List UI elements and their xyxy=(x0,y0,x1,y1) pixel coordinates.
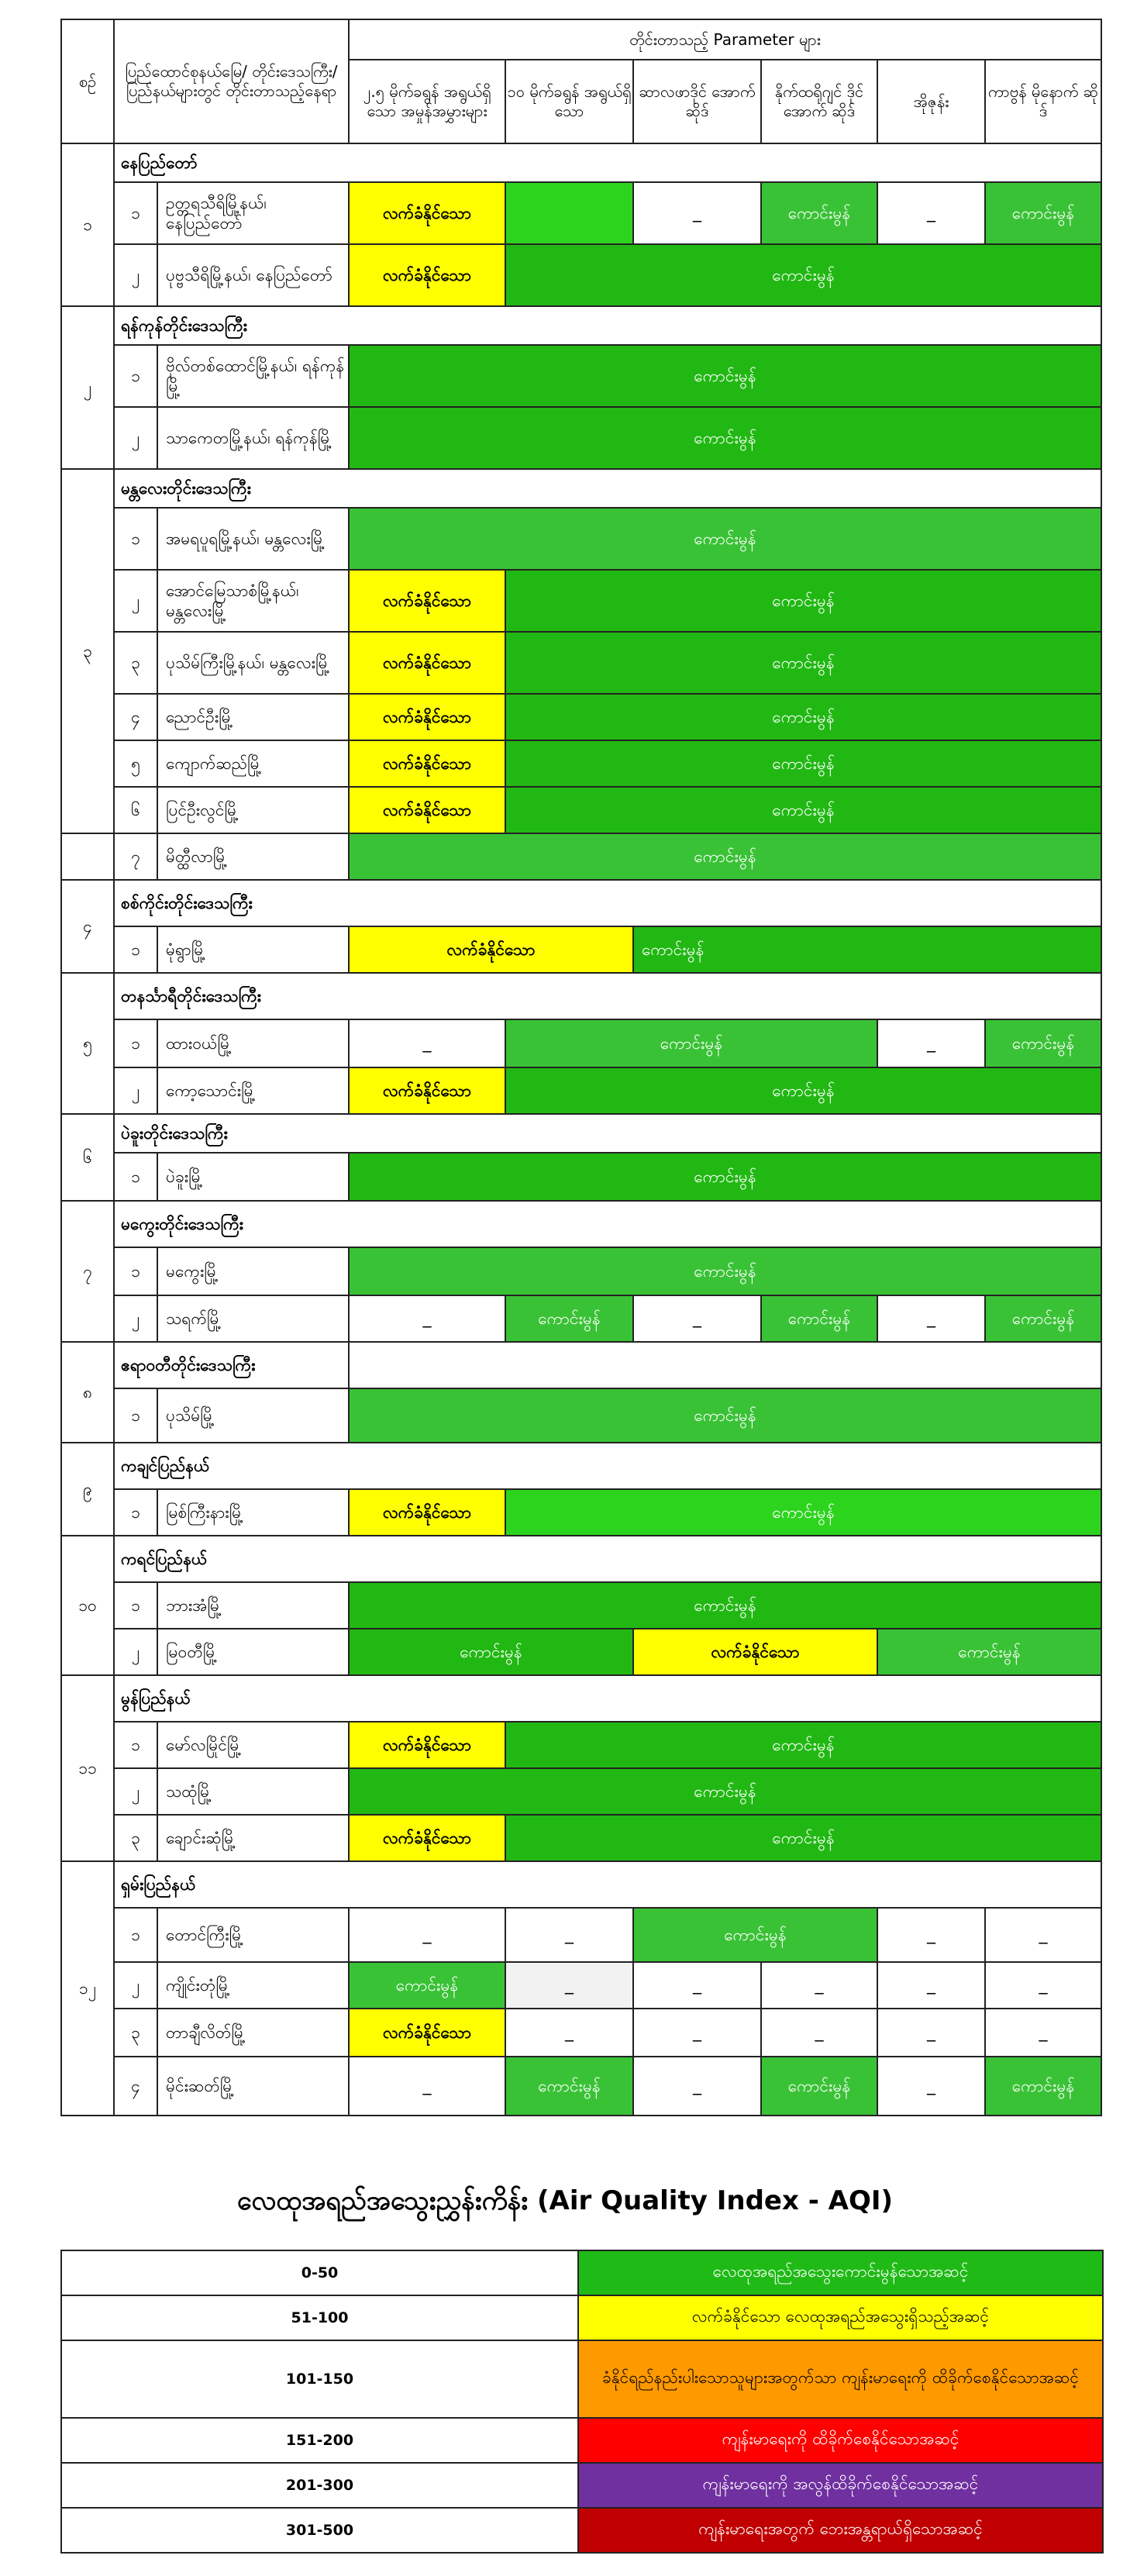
station-name: သရက်မြို့ xyxy=(157,1295,349,1342)
station-name: သာကေတမြို့နယ်၊ ရန်ကုန်မြို့ xyxy=(157,407,349,469)
value-good: ကောင်းမွန် xyxy=(633,926,1101,973)
aqi-range: 0-50 xyxy=(61,2250,578,2295)
station-name: အမရပူရမြို့နယ်၊ မန္တလေးမြို့ xyxy=(157,508,349,570)
station-name: ပုဗ္ဗသီရိမြို့နယ်၊ နေပြည်တော် xyxy=(157,244,349,306)
region-no: ၆ xyxy=(61,1114,114,1201)
value-good: ကောင်းမွန် xyxy=(761,2057,877,2116)
station-no: ၃ xyxy=(114,632,157,694)
value-nodata: _ xyxy=(877,1295,985,1342)
aqi-range: 101-150 xyxy=(61,2340,578,2418)
station-name: မိုင်းဆတ်မြို့ xyxy=(157,2057,349,2116)
aqi-label: ကျန်းမာရေးအတွက် ဘေးအန္တရာယ်ရှိသောအဆင့် xyxy=(578,2508,1103,2553)
value-moderate: လက်ခံနိုင်သော xyxy=(349,1489,505,1536)
value-moderate: လက်ခံနိုင်သော xyxy=(349,2009,505,2057)
value-nodata: _ xyxy=(985,1962,1101,2009)
station-no: ၂ xyxy=(114,244,157,306)
station-no: ၁ xyxy=(114,1722,157,1768)
value-moderate: လက်ခံနိုင်သော xyxy=(349,1815,505,1861)
station-no: ၅ xyxy=(114,740,157,787)
station-name: မြစ်ကြီးနားမြို့ xyxy=(157,1489,349,1536)
station-no: ၁ xyxy=(114,1019,157,1067)
station-name: ဗိုလ်တစ်ထောင်မြို့နယ်၊ ရန်ကုန်မြို့ xyxy=(157,345,349,407)
value-good: ကောင်းမွန် xyxy=(505,787,1101,833)
value-good: ကောင်းမွန် xyxy=(505,1019,877,1067)
region-name: မကွေးတိုင်းဒေသကြီး xyxy=(114,1201,1101,1247)
aqi-range: 151-200 xyxy=(61,2418,578,2463)
station-name: ညောင်ဦးမြို့ xyxy=(157,694,349,740)
value-good: ကောင်းမွန် xyxy=(761,182,877,244)
value-good: ကောင်းမွန် xyxy=(349,1629,633,1675)
station-no: ၂ xyxy=(114,1768,157,1815)
region-name: မွန်ပြည်နယ် xyxy=(114,1675,1101,1722)
station-name: ပုသိမ်မြို့ xyxy=(157,1388,349,1443)
value-good: ကောင်းမွန် xyxy=(985,2057,1101,2116)
region-name: တနင်္သာရီတိုင်းဒေသကြီး xyxy=(114,973,1101,1019)
station-name: မိတ္ထီလာမြို့ xyxy=(157,833,349,880)
header-param-group: တိုင်းတာသည့် Parameter များ xyxy=(349,19,1101,60)
region-name: နေပြည်တော် xyxy=(114,143,1101,182)
station-name: တာချီလိတ်မြို့ xyxy=(157,2009,349,2057)
header-no: စဉ် xyxy=(61,19,114,143)
region-name: ပဲခူးတိုင်းဒေသကြီး xyxy=(114,1114,1101,1153)
aqi-label: ခံနိုင်ရည်နည်းပါးသောသူများအတွက်သာ ကျန်းမာရေးကို ထိခိုက်စေနိုင်သောအဆင့် xyxy=(578,2340,1103,2418)
value-good: ကောင်းမွန် xyxy=(505,244,1101,306)
value-moderate: လက်ခံနိုင်သော xyxy=(349,570,505,632)
station-no: ၁ xyxy=(114,182,157,244)
station-no: ၁ xyxy=(114,1908,157,1962)
region-no: ၁၁ xyxy=(61,1675,114,1861)
region-name: စစ်ကိုင်းတိုင်းဒေသကြီး xyxy=(114,880,1101,926)
value-nodata: _ xyxy=(877,1019,985,1067)
value-nodata: _ xyxy=(761,2009,877,2057)
value-good: ကောင်းမွန် xyxy=(985,1295,1101,1342)
region-name: ဧရာဝတီတိုင်းဒေသကြီး xyxy=(114,1342,349,1388)
station-name: ကော့သောင်းမြို့ xyxy=(157,1067,349,1114)
region-no: ၃ xyxy=(61,469,114,833)
station-name: ဘားအံမြို့ xyxy=(157,1582,349,1629)
region-name: မန္တလေးတိုင်းဒေသကြီး xyxy=(114,469,1101,508)
region-no-empty xyxy=(61,833,114,880)
value-moderate: လက်ခံနိုင်သော xyxy=(349,926,633,973)
region-name: ကရင်ပြည်နယ် xyxy=(114,1536,1101,1582)
region-no: ၁ xyxy=(61,143,114,306)
value-moderate: လက်ခံနိုင်သော xyxy=(633,1629,877,1675)
station-name: ပဲခူးမြို့ xyxy=(157,1153,349,1201)
value-good: ကောင်းမွန် xyxy=(505,694,1101,740)
station-name: မြဝတီမြို့ xyxy=(157,1629,349,1675)
value-moderate: လက်ခံနိုင်သော xyxy=(349,1067,505,1114)
station-name: ဥတ္တရသီရိမြို့နယ်၊ နေပြည်တော် xyxy=(157,182,349,244)
station-no: ၂ xyxy=(114,1295,157,1342)
value-good: ကောင်းမွန် xyxy=(761,1295,877,1342)
station-no: ၃ xyxy=(114,1815,157,1861)
value-nodata: _ xyxy=(877,1962,985,2009)
aqi-range: 51-100 xyxy=(61,2295,578,2340)
value-nodata: _ xyxy=(505,1962,633,2009)
value-good: ကောင်းမွန် xyxy=(349,1153,1101,1201)
station-no: ၁ xyxy=(114,1388,157,1443)
region-no: ၉ xyxy=(61,1443,114,1536)
value-good: ကောင်းမွန် xyxy=(349,1768,1101,1815)
station-no: ၁ xyxy=(114,1582,157,1629)
aqi-legend-table xyxy=(60,2250,1104,2554)
value-good: ကောင်းမွန် xyxy=(505,1722,1101,1768)
value-good: ကောင်းမွန် xyxy=(505,2057,633,2116)
value-nodata: _ xyxy=(877,182,985,244)
value-good: ကောင်းမွန် xyxy=(349,833,1101,880)
station-no: ၂ xyxy=(114,407,157,469)
station-name: ကျောက်ဆည်မြို့ xyxy=(157,740,349,787)
region-no: ၄ xyxy=(61,880,114,973)
value-nodata: _ xyxy=(505,2009,633,2057)
value-nodata: _ xyxy=(985,1908,1101,1962)
value-good: ကောင်းမွန် xyxy=(505,1067,1101,1114)
value-nodata: _ xyxy=(349,1019,505,1067)
value-nodata: _ xyxy=(633,1295,761,1342)
value-moderate: လက်ခံနိုင်သော xyxy=(349,740,505,787)
station-no: ၁ xyxy=(114,926,157,973)
aqi-label: ကျန်းမာရေးကို ထိခိုက်စေနိုင်သောအဆင့် xyxy=(578,2418,1103,2463)
value-good: ကောင်းမွန် xyxy=(349,407,1101,469)
value-good: ကောင်းမွန် xyxy=(349,1582,1101,1629)
region-no: ၅ xyxy=(61,973,114,1114)
value-nodata: _ xyxy=(349,1295,505,1342)
station-name: တောင်ကြီးမြို့ xyxy=(157,1908,349,1962)
value-good: ကောင်းမွန် xyxy=(505,1295,633,1342)
header-o3: အိုဇုန်း xyxy=(877,60,985,143)
value-good: ကောင်းမွန် xyxy=(505,1489,1101,1536)
station-name: မော်လမြိုင်မြို့ xyxy=(157,1722,349,1768)
region-no: ၁၂ xyxy=(61,1861,114,2116)
value-nodata: _ xyxy=(761,1962,877,2009)
station-no: ၁ xyxy=(114,1247,157,1295)
value-good: ကောင်းမွန် xyxy=(505,1815,1101,1861)
air-quality-table xyxy=(60,19,1102,2116)
station-name: သထုံမြို့ xyxy=(157,1768,349,1815)
header-no2: နိုက်ထရိုဂျင် ဒိုင်အောက် ဆိုဒ် xyxy=(761,60,877,143)
aqi-range: 301-500 xyxy=(61,2508,578,2553)
value-nodata: _ xyxy=(505,1908,633,1962)
value-nodata: _ xyxy=(633,182,761,244)
value-good: ကောင်းမွန် xyxy=(349,1962,505,2009)
header-pm25: ၂.၅ မိုက်ခရွန် အရွယ်ရှိသော အမှုန်အမွှားများ xyxy=(349,60,505,143)
value-good: ကောင်းမွန် xyxy=(505,570,1101,632)
region-name: ရှမ်းပြည်နယ် xyxy=(114,1861,1101,1908)
value-nodata: _ xyxy=(349,2057,505,2116)
station-name: အောင်မြေသာစံမြို့နယ်၊ မန္တလေးမြို့ xyxy=(157,570,349,632)
value-moderate: လက်ခံနိုင်သော xyxy=(349,694,505,740)
value-nodata: _ xyxy=(877,2009,985,2057)
value-nodata: _ xyxy=(985,2009,1101,2057)
station-name: ထားဝယ်မြို့ xyxy=(157,1019,349,1067)
value-moderate: လက်ခံနိုင်သော xyxy=(349,244,505,306)
region-empty xyxy=(349,1342,1101,1388)
value-moderate: လက်ခံနိုင်သော xyxy=(349,1722,505,1768)
station-no: ၇ xyxy=(114,833,157,880)
region-no: ၇ xyxy=(61,1201,114,1342)
station-no: ၄ xyxy=(114,2057,157,2116)
value-good: ကောင်းမွန် xyxy=(877,1629,1101,1675)
station-name: ပြင်ဦးလွင်မြို့ xyxy=(157,787,349,833)
station-no: ၂ xyxy=(114,1629,157,1675)
header-pm10: ၁၀ မိုက်ခရွန် အရွယ်ရှိသော xyxy=(505,60,633,143)
station-no: ၁ xyxy=(114,1153,157,1201)
value-good: ကောင်းမွန် xyxy=(349,508,1101,570)
station-no: ၂ xyxy=(114,570,157,632)
region-no: ၂ xyxy=(61,306,114,469)
region-no: ၈ xyxy=(61,1342,114,1443)
station-name: ပုသိမ်ကြီးမြို့နယ်၊ မန္တလေးမြို့ xyxy=(157,632,349,694)
region-name: ရန်ကုန်တိုင်းဒေသကြီး xyxy=(114,306,1101,345)
value-good: ကောင်းမွန် xyxy=(633,1908,877,1962)
station-no: ၂ xyxy=(114,1067,157,1114)
value-nodata: _ xyxy=(633,2057,761,2116)
value-moderate: လက်ခံနိုင်သော xyxy=(349,632,505,694)
station-no: ၁ xyxy=(114,508,157,570)
value-moderate: လက်ခံနိုင်သော xyxy=(349,787,505,833)
header-so2: ဆာလဖာဒိုင် အောက်ဆိုဒ် xyxy=(633,60,761,143)
value-good: ကောင်းမွန် xyxy=(505,632,1101,694)
station-name: ကျိုင်းတုံမြို့ xyxy=(157,1962,349,2009)
region-no: ၁၀ xyxy=(61,1536,114,1675)
aqi-label: ကျန်းမာရေးကို အလွန်ထိခိုက်စေနိုင်သောအဆင့် xyxy=(578,2463,1103,2508)
header-station: ပြည်ထောင်စုနယ်မြေ/ တိုင်းဒေသကြီး/ ပြည်နယ်များတွင် တိုင်းတာသည့်နေရာ xyxy=(114,19,349,143)
station-name: ချောင်းဆုံမြို့ xyxy=(157,1815,349,1861)
station-no: ၁ xyxy=(114,1489,157,1536)
value-good: ကောင်းမွန် xyxy=(349,345,1101,407)
station-no: ၆ xyxy=(114,787,157,833)
aqi-label: လေထုအရည်အသွေးကောင်းမွန်သောအဆင့် xyxy=(578,2250,1103,2295)
station-no: ၁ xyxy=(114,345,157,407)
aqi-title: လေထုအရည်အသွေးညွှန်းကိန်း (Air Quality Index - AQI) xyxy=(236,2185,894,2216)
value-moderate: လက်ခံနိုင်သော xyxy=(349,182,505,244)
value-nodata: _ xyxy=(877,2057,985,2116)
value-nodata: _ xyxy=(349,1908,505,1962)
station-name: မုံရွာမြို့ xyxy=(157,926,349,973)
value-nodata: _ xyxy=(877,1908,985,1962)
value-good: ကောင်းမွန် xyxy=(505,740,1101,787)
value-good: ကောင်းမွန် xyxy=(349,1247,1101,1295)
region-name: ကချင်ပြည်နယ် xyxy=(114,1443,1101,1489)
value-nodata: _ xyxy=(633,1962,761,2009)
station-name: မကွေးမြို့ xyxy=(157,1247,349,1295)
header-co: ကာဗွန် မိုနောက် ဆိုဒ် xyxy=(985,60,1101,143)
value-good: ကောင်းမွန် xyxy=(985,1019,1101,1067)
aqi-label: လက်ခံနိုင်သော လေထုအရည်အသွေးရှိသည့်အဆင့် xyxy=(578,2295,1103,2340)
station-no: ၂ xyxy=(114,1962,157,2009)
station-no: ၃ xyxy=(114,2009,157,2057)
value-nodata: _ xyxy=(633,2009,761,2057)
value-good: ကောင်းမွန် xyxy=(985,182,1101,244)
value-good: ကောင်းမွန် xyxy=(349,1388,1101,1443)
value-good-empty xyxy=(505,182,633,244)
aqi-range: 201-300 xyxy=(61,2463,578,2508)
station-no: ၄ xyxy=(114,694,157,740)
